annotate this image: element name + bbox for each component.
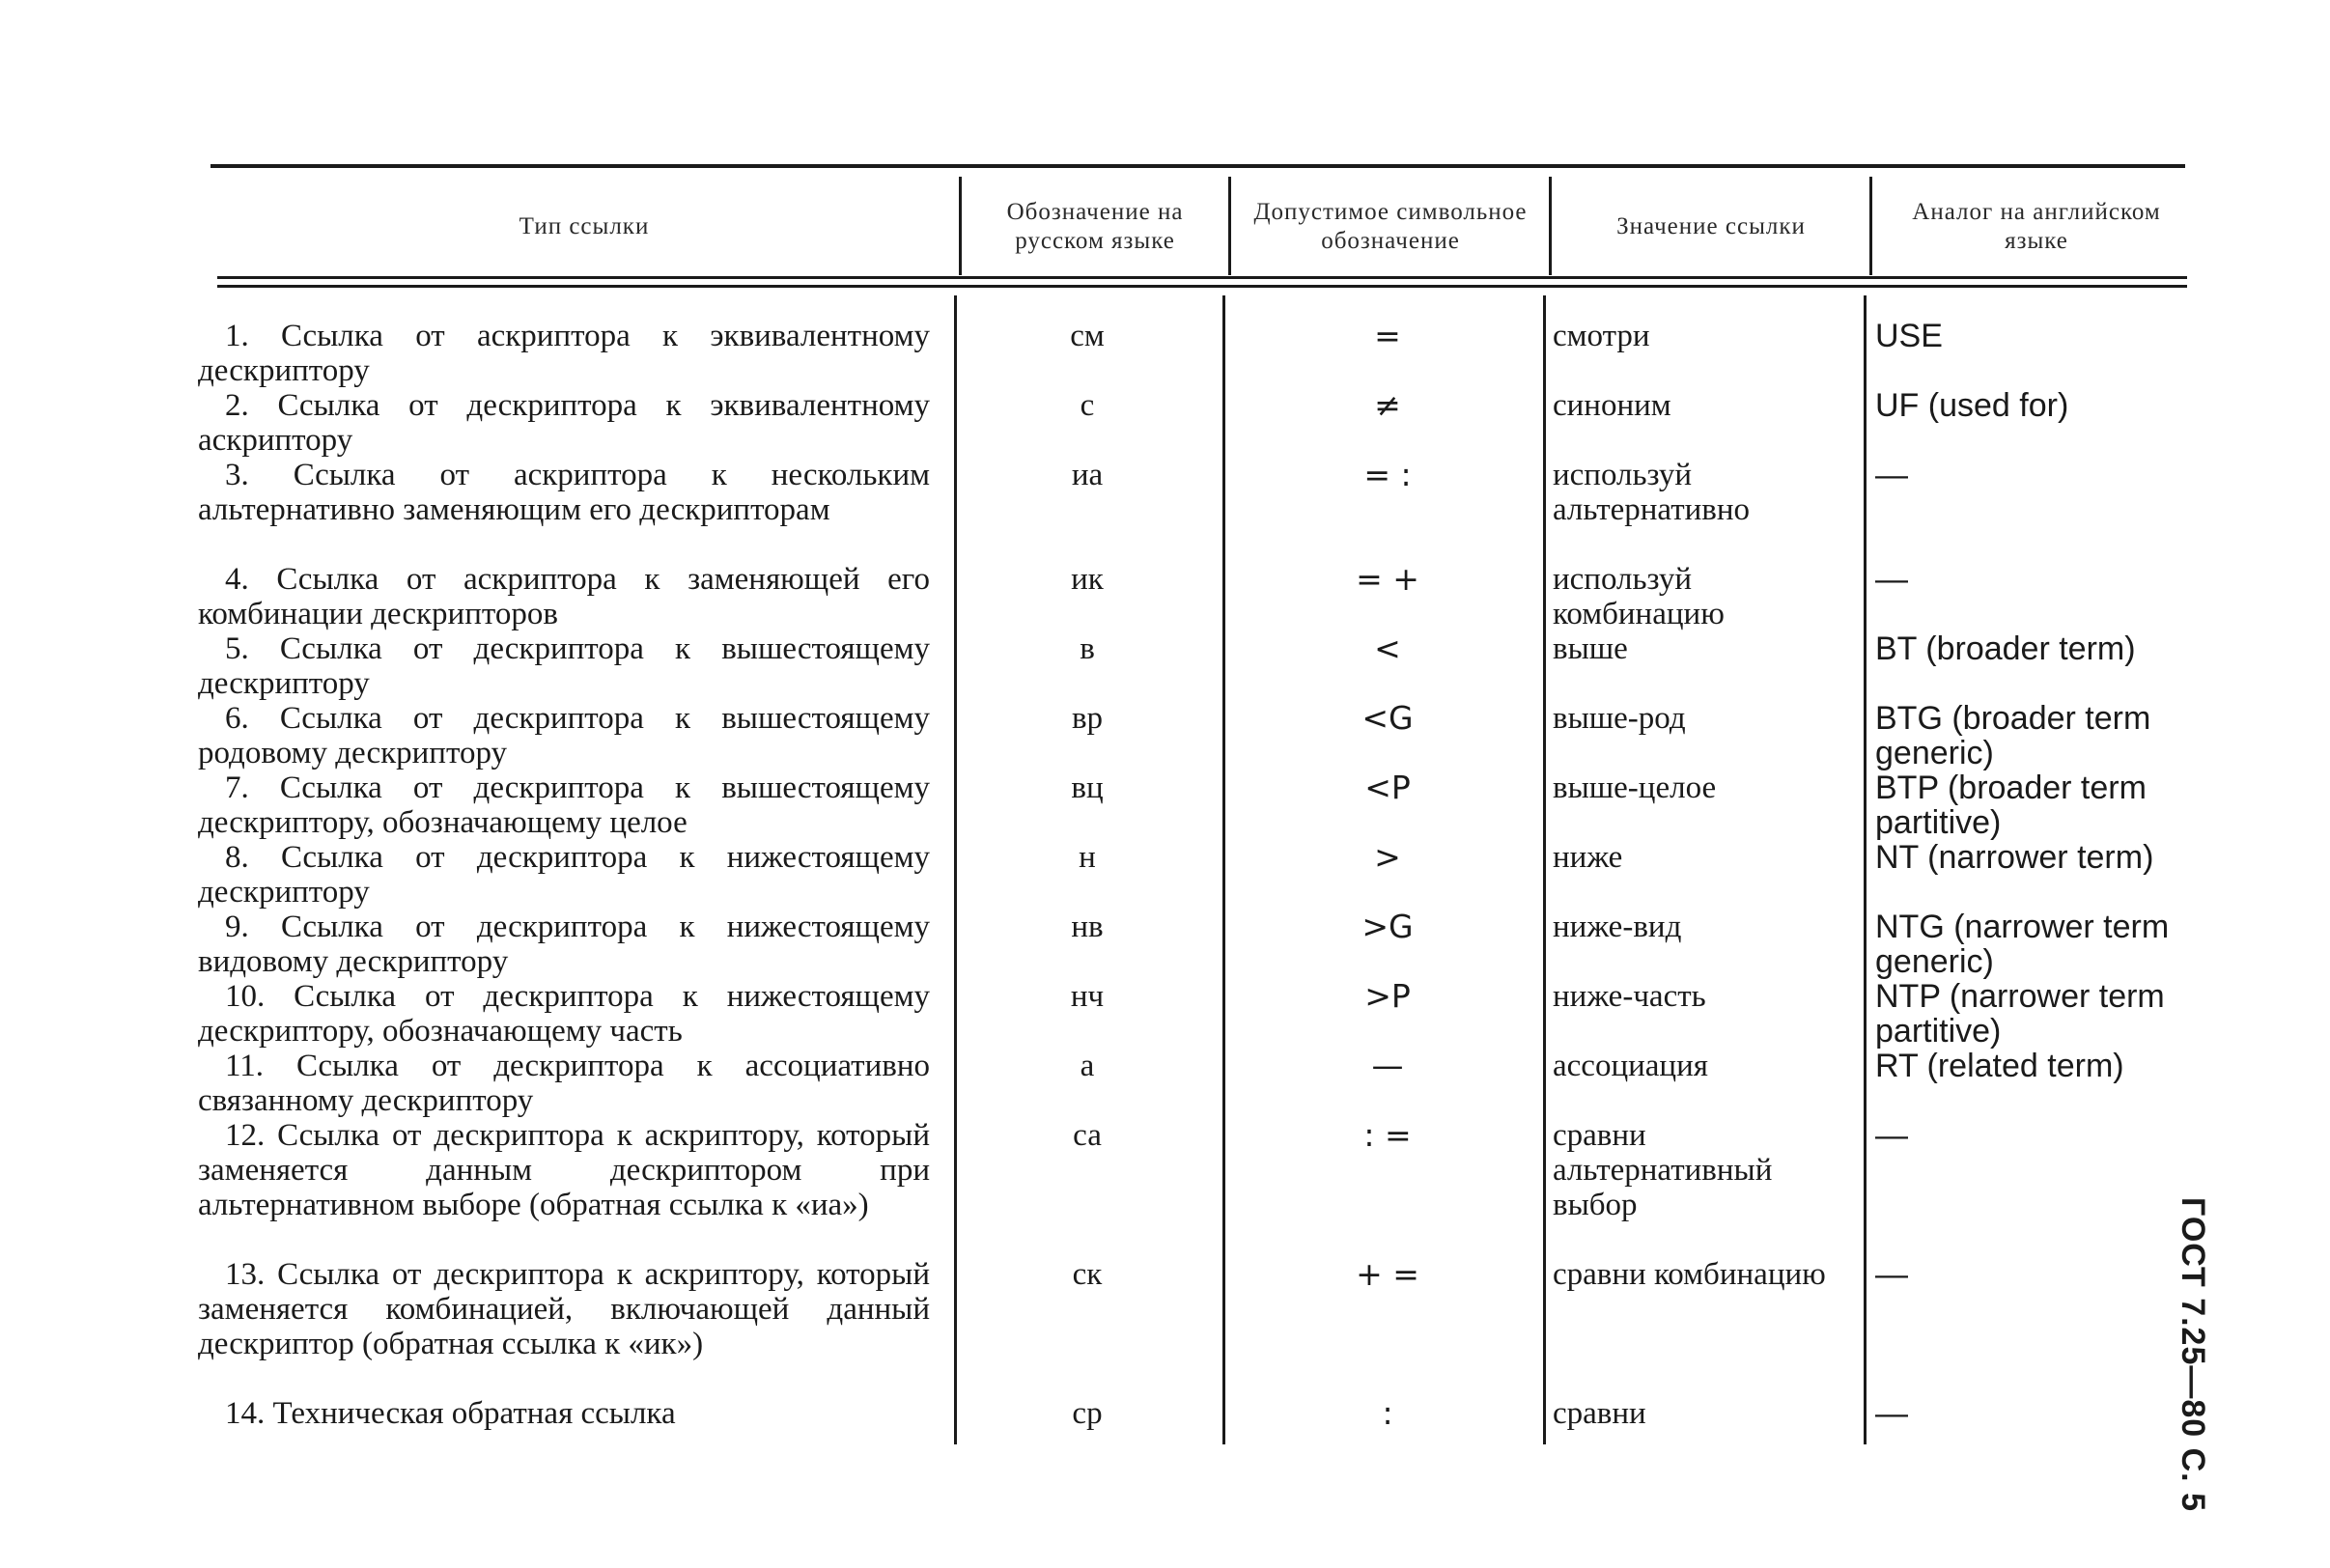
cell-meaning: выше-целое <box>1553 770 1717 805</box>
cell-meaning: сравни комбинацию <box>1553 1257 1826 1292</box>
cell-ru: ср <box>1072 1396 1103 1431</box>
cell-ru: нв <box>1071 910 1104 944</box>
column-divider-2 <box>1222 295 1225 1444</box>
header-divider-2 <box>1228 177 1231 275</box>
cell-type: 14. Техническая обратная ссылка <box>225 1396 676 1431</box>
cell-meaning: сравни альтернативный выбор <box>1553 1118 1773 1222</box>
cell-type: 8. Ссылка от дескриптора к нижестоящему дескриптору <box>198 840 930 910</box>
cell-ru: ик <box>1071 562 1104 597</box>
cell-meaning: ассоциация <box>1553 1049 1708 1083</box>
cell-ru: с <box>1080 388 1095 423</box>
cell-type: 1. Ссылка от аскриптора к эквивалентному дескриптору <box>198 319 930 388</box>
cell-meaning: используй альтернативно <box>1553 458 1751 527</box>
cell-symbol: >P <box>1364 977 1411 1015</box>
cell-meaning: смотри <box>1553 319 1650 353</box>
header-divider-3 <box>1549 177 1552 275</box>
cell-meaning: ниже <box>1553 840 1623 875</box>
cell-type: 7. Ссылка от дескриптора к вышестоящему дескриптору, обозначающему целое <box>198 770 930 840</box>
table-top-rule <box>211 164 2185 168</box>
cell-symbol: = + <box>1356 560 1419 598</box>
cell-symbol: : = <box>1363 1116 1412 1154</box>
cell-symbol: <P <box>1364 769 1411 806</box>
cell-ru: нч <box>1070 979 1105 1014</box>
cell-meaning: ниже-вид <box>1553 910 1682 944</box>
cell-ru: см <box>1070 319 1105 353</box>
cell-type: 3. Ссылка от аскриптора к нескольким альтернативно заменяющим его дескрипторам <box>198 458 930 527</box>
header-text: Аналог на английском языке <box>1912 199 2161 254</box>
document-code: ГОСТ 7.25—80 С. 5 <box>2175 1197 2211 1512</box>
header-divider-1 <box>959 177 962 275</box>
cell-meaning: выше-род <box>1553 701 1686 736</box>
cell-type: 10. Ссылка от дескриптора к нижестоящему дескриптору, обозначающему часть <box>198 979 930 1049</box>
cell-meaning: синоним <box>1553 388 1671 423</box>
cell-english: BT (broader term) <box>1875 630 2136 667</box>
header-cell-ru <box>966 174 1224 280</box>
cell-english: UF (used for) <box>1875 387 2069 424</box>
cell-ru: а <box>1080 1049 1095 1083</box>
header-cell-type <box>212 174 956 280</box>
cell-symbol: >G <box>1362 908 1414 945</box>
header-bottom-rule-2 <box>217 285 2187 288</box>
cell-english: NTP (narrower term partitive) <box>1875 978 2165 1050</box>
header-cell-meaning <box>1557 174 1866 280</box>
cell-type: 13. Ссылка от дескриптора к аскриптору, который заменяется комбинацией, включающей данный дескриптор (обратная ссылка к «ик») <box>198 1257 930 1361</box>
cell-type: 5. Ссылка от дескриптора к вышестоящему дескриптору <box>198 631 930 701</box>
cell-meaning: ниже-часть <box>1553 979 1706 1014</box>
header-text: Тип ссылки <box>519 213 650 239</box>
header-text: Допустимое символьное обозначение <box>1253 199 1528 254</box>
cell-symbol: <G <box>1362 699 1414 737</box>
cell-type: 12. Ссылка от дескриптора к аскриптору, который заменяется данным дескриптором при альтернативном выборе (обратная ссылка к «иа») <box>198 1118 930 1222</box>
cell-ru: иа <box>1071 458 1104 492</box>
cell-english: — <box>1875 561 1908 598</box>
cell-type: 11. Ссылка от дескриптора к ассоциативно связанному дескриптору <box>198 1049 930 1118</box>
cell-english: — <box>1875 1395 1908 1432</box>
cell-type: 2. Ссылка от дескриптора к эквивалентному аскриптору <box>198 388 930 458</box>
cell-ru: н <box>1079 840 1096 875</box>
column-divider-3 <box>1543 295 1546 1444</box>
cell-ru: ск <box>1072 1257 1103 1292</box>
cell-english: BTP (broader term partitive) <box>1875 770 2147 841</box>
cell-english: BTG (broader term generic) <box>1875 700 2151 771</box>
cell-ru: вц <box>1071 770 1104 805</box>
cell-ru: са <box>1073 1118 1102 1153</box>
cell-english: RT (related term) <box>1875 1048 2124 1084</box>
cell-meaning: сравни <box>1553 1396 1646 1431</box>
header-divider-4 <box>1869 177 1872 275</box>
header-cell-symbol <box>1236 174 1545 280</box>
cell-symbol: + = <box>1356 1255 1419 1293</box>
header-text: Значение ссылки <box>1616 213 1806 239</box>
cell-symbol: < <box>1374 630 1401 667</box>
cell-english: NT (narrower term) <box>1875 839 2154 876</box>
cell-english: USE <box>1875 318 1943 354</box>
cell-english: — <box>1875 457 1908 493</box>
cell-symbol: = : <box>1363 456 1412 493</box>
cell-type: 4. Ссылка от аскриптора к заменяющей его комбинации дескрипторов <box>198 562 930 631</box>
column-divider-4 <box>1864 295 1867 1444</box>
cell-english: — <box>1875 1256 1908 1293</box>
cell-symbol: = <box>1374 317 1401 354</box>
cell-symbol: ≠ <box>1374 386 1401 424</box>
header-text: Обозначение на русском языке <box>1006 199 1184 254</box>
cell-type: 6. Ссылка от дескриптора к вышестоящему родовому дескриптору <box>198 701 930 770</box>
header-cell-english <box>1877 174 2196 280</box>
cell-symbol: : <box>1382 1394 1393 1432</box>
cell-english: — <box>1875 1117 1908 1154</box>
cell-meaning: используй комбинацию <box>1553 562 1725 631</box>
cell-ru: в <box>1080 631 1095 666</box>
cell-ru: вр <box>1071 701 1104 736</box>
cell-meaning: выше <box>1553 631 1628 666</box>
cell-symbol: > <box>1374 838 1401 876</box>
cell-english: NTG (narrower term generic) <box>1875 909 2170 980</box>
cell-type: 9. Ссылка от дескриптора к нижестоящему видовому дескриптору <box>198 910 930 979</box>
cell-symbol: — <box>1371 1047 1404 1084</box>
